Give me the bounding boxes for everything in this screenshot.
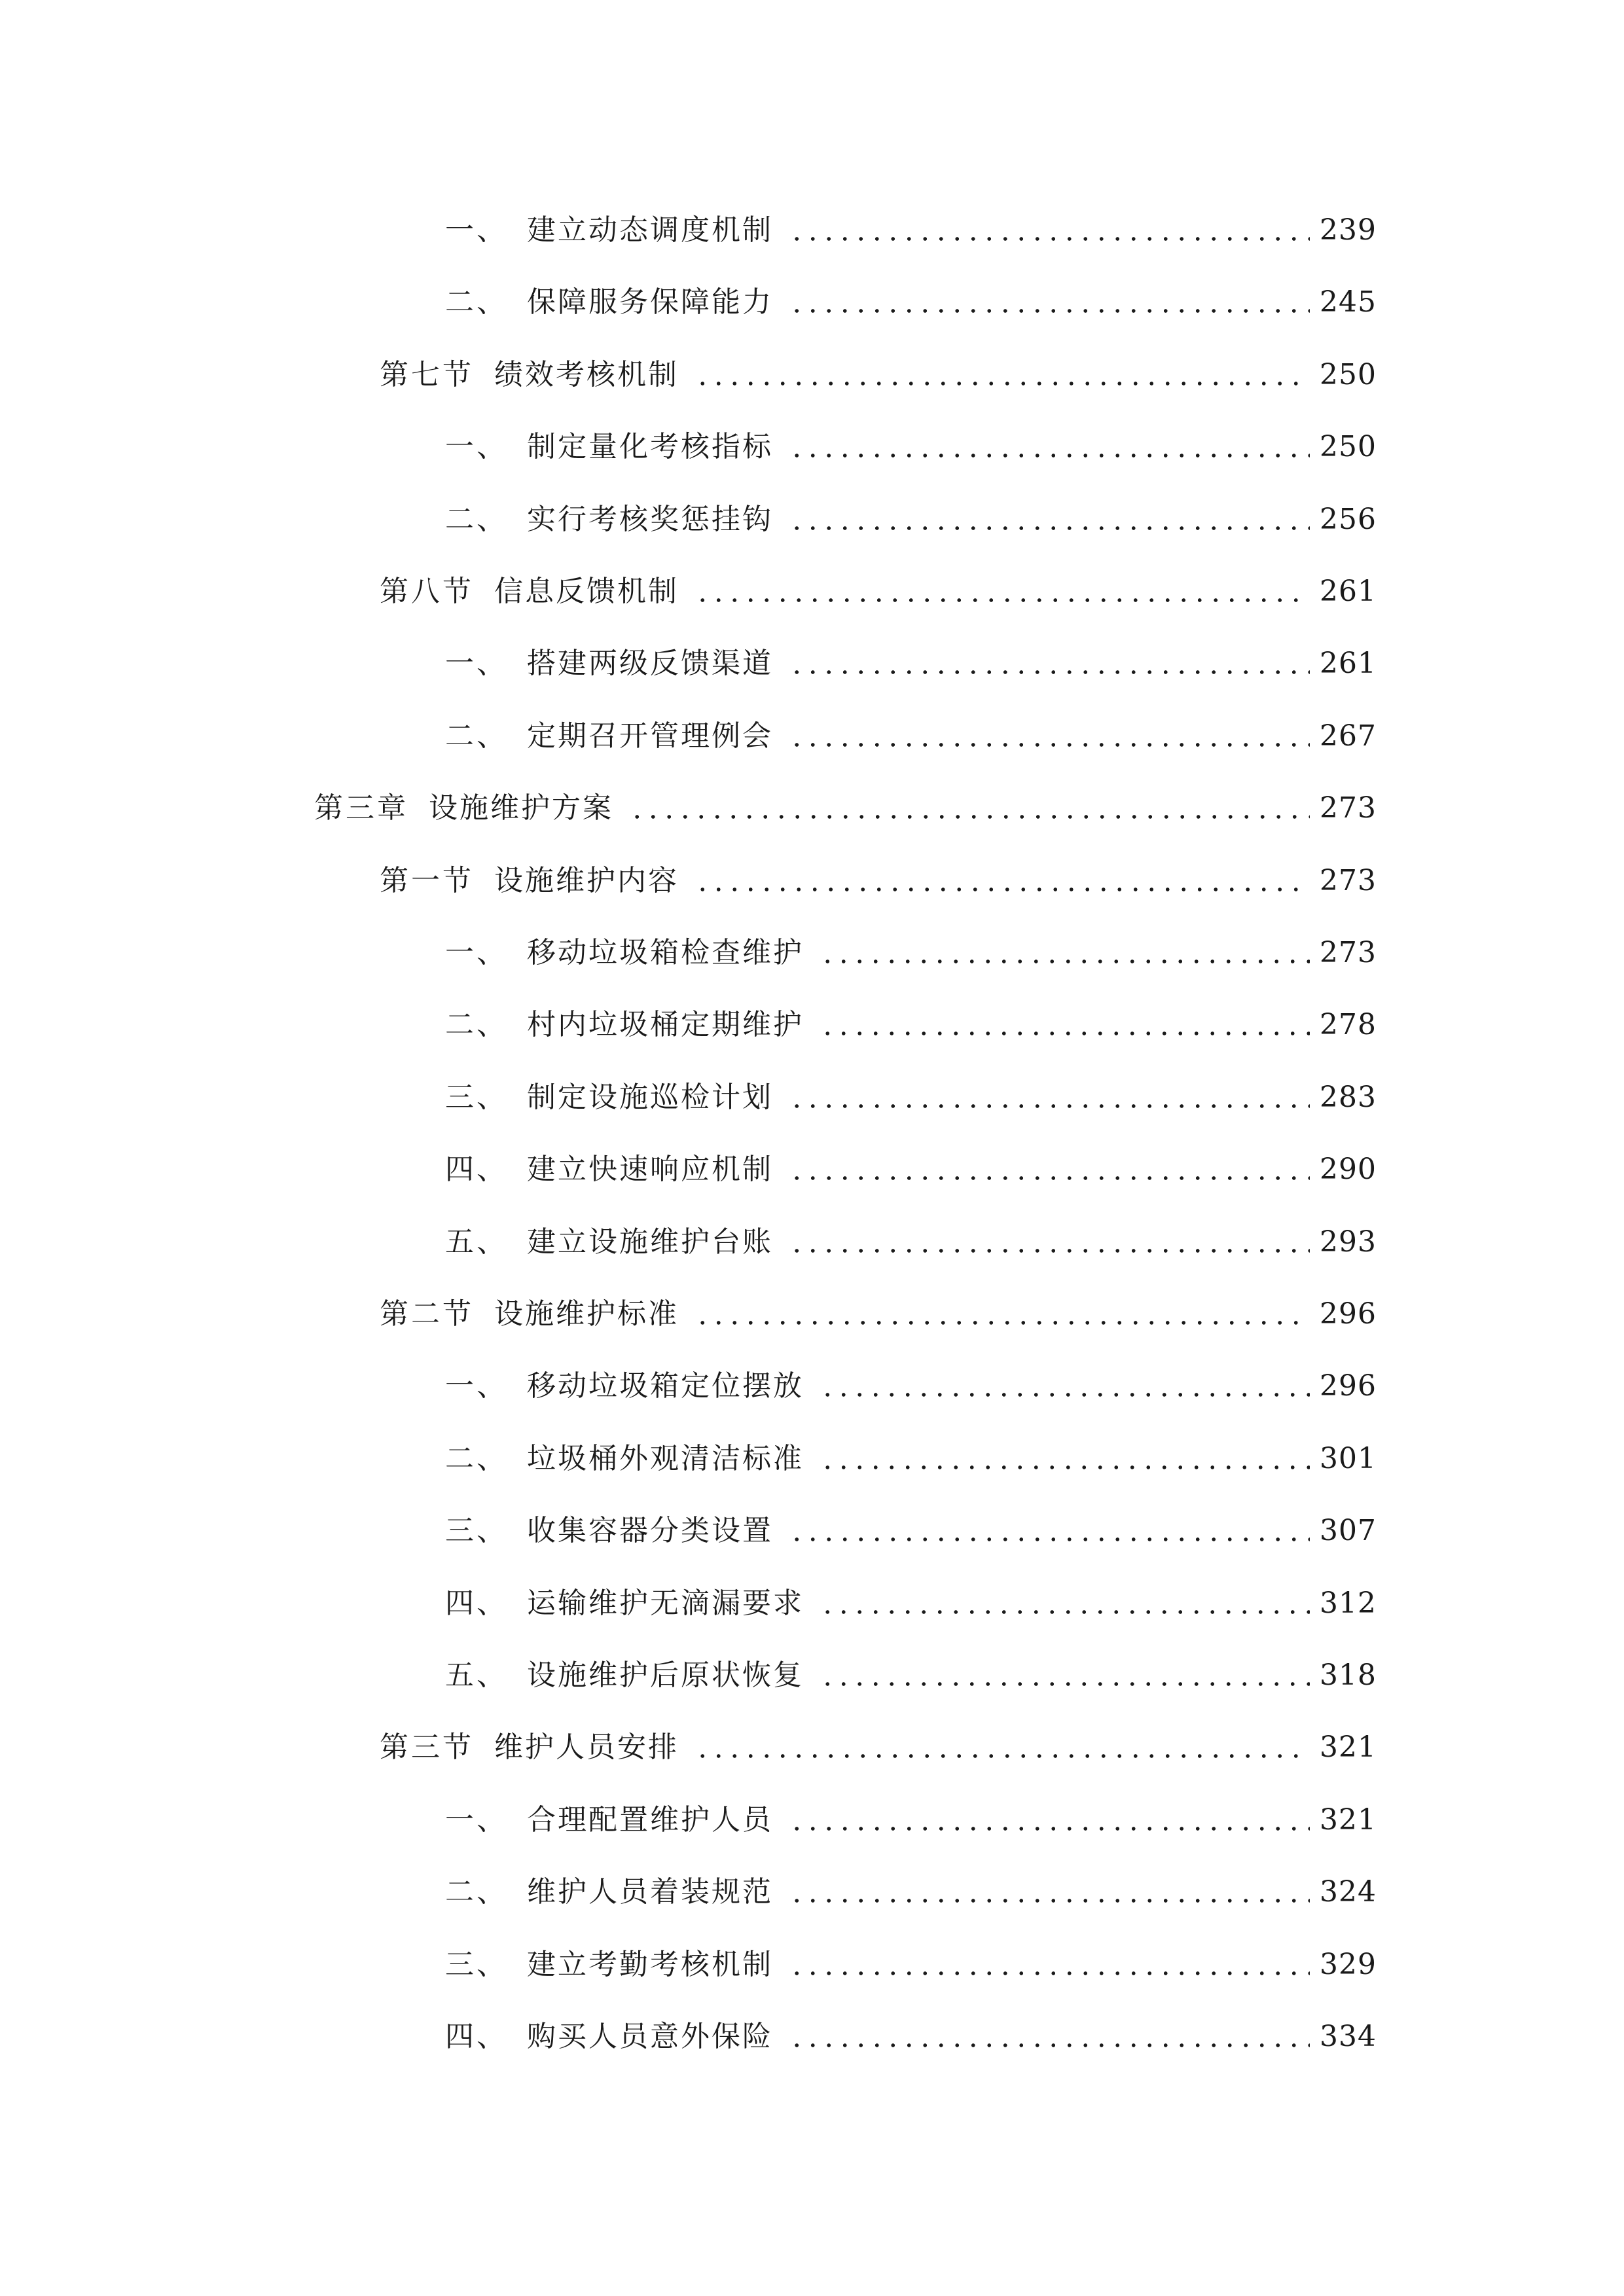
toc-entry-marker: 二、 <box>445 285 508 319</box>
toc-entry[interactable] <box>0 2014 1624 2060</box>
dot-leader <box>695 888 1310 891</box>
dot-leader <box>789 309 1310 313</box>
toc-entry-marker: 一、 <box>445 1803 508 1837</box>
toc-entry[interactable] <box>0 569 1624 615</box>
toc-entry-page-number: 318 <box>1320 1659 1377 1692</box>
toc-entry[interactable] <box>0 1725 1624 1770</box>
toc-entry-marker: 五、 <box>445 1659 508 1692</box>
toc-entry[interactable] <box>0 1581 1624 1626</box>
toc-entry-title: 制定设施巡检计划 <box>527 1081 773 1114</box>
toc-entry-marker: 三、 <box>445 1514 508 1547</box>
toc-entry-page-number: 321 <box>1320 1731 1377 1764</box>
dot-leader <box>789 743 1310 747</box>
dot-leader <box>695 382 1310 386</box>
toc-entry-marker: 四、 <box>445 1587 508 1620</box>
toc-entry-page-number: 256 <box>1320 503 1377 536</box>
toc-entry-page-number: 296 <box>1320 1369 1377 1403</box>
dot-leader <box>820 1682 1310 1686</box>
toc-entry[interactable] <box>0 1653 1624 1698</box>
toc-entry-page-number: 283 <box>1320 1081 1377 1114</box>
toc-entry-title: 运输维护无滴漏要求 <box>527 1587 804 1620</box>
dot-leader <box>820 1465 1310 1469</box>
toc-entry-page-number: 293 <box>1320 1225 1377 1259</box>
toc-entry-marker: 四、 <box>445 1153 508 1186</box>
toc-entry-title: 垃圾桶外观清洁标准 <box>527 1442 804 1475</box>
toc-entry[interactable] <box>0 713 1624 759</box>
dot-leader <box>695 1754 1310 1758</box>
toc-entry-marker: 二、 <box>445 503 508 536</box>
toc-entry[interactable] <box>0 424 1624 470</box>
toc-entry-title: 设施维护方案 <box>429 791 613 825</box>
toc-entry-marker: 第一节 <box>380 864 474 897</box>
toc-entry-page-number: 321 <box>1320 1803 1377 1837</box>
toc-entry-title: 搭建两级反馈渠道 <box>527 647 773 680</box>
toc-entry-title: 建立设施维护台账 <box>527 1225 773 1259</box>
toc-entry-page-number: 273 <box>1320 936 1377 969</box>
toc-entry-title: 建立考勤考核机制 <box>527 1948 773 1981</box>
toc-entry-page-number: 267 <box>1320 719 1377 753</box>
toc-entry[interactable] <box>0 1797 1624 1843</box>
toc-entry-marker: 二、 <box>445 719 508 753</box>
toc-entry-marker: 三、 <box>445 1948 508 1981</box>
toc-entry-title: 建立快速响应机制 <box>527 1153 773 1186</box>
toc-entry-marker: 二、 <box>445 1008 508 1041</box>
toc-entry-title: 移动垃圾箱检查维护 <box>527 936 804 969</box>
toc-entry-marker: 一、 <box>445 1369 508 1403</box>
toc-entry[interactable] <box>0 1363 1624 1409</box>
dot-leader <box>789 1176 1310 1180</box>
toc-entry-page-number: 250 <box>1320 430 1377 463</box>
dot-leader <box>789 670 1310 674</box>
toc-entry-marker: 五、 <box>445 1225 508 1259</box>
toc-entry[interactable] <box>0 279 1624 325</box>
toc-entry-title: 移动垃圾箱定位摆放 <box>527 1369 804 1403</box>
toc-entry-page-number: 239 <box>1320 213 1377 247</box>
toc-entry-page-number: 278 <box>1320 1008 1377 1041</box>
toc-entry-page-number: 250 <box>1320 358 1377 391</box>
toc-entry-page-number: 245 <box>1320 285 1377 319</box>
toc-entry-title: 信息反馈机制 <box>494 575 679 608</box>
dot-leader <box>820 1610 1310 1614</box>
toc-entry-title: 设施维护内容 <box>494 864 679 897</box>
toc-entry-title: 收集容器分类设置 <box>527 1514 773 1547</box>
toc-entry-marker: 第三章 <box>314 791 408 825</box>
toc-entry-marker: 第七节 <box>380 358 474 391</box>
toc-entry-page-number: 261 <box>1320 575 1377 608</box>
toc-entry-page-number: 307 <box>1320 1514 1377 1547</box>
dot-leader <box>629 815 1310 819</box>
toc-entry-title: 购买人员意外保险 <box>527 2020 773 2053</box>
toc-entry[interactable] <box>0 641 1624 687</box>
toc-entry-marker: 第三节 <box>380 1731 474 1764</box>
toc-entry[interactable] <box>0 1002 1624 1048</box>
toc-entry[interactable] <box>0 1869 1624 1915</box>
toc-entry-marker: 二、 <box>445 1875 508 1909</box>
toc-entry-marker: 一、 <box>445 647 508 680</box>
toc-entry-title: 实行考核奖惩挂钩 <box>527 503 773 536</box>
toc-entry-marker: 第八节 <box>380 575 474 608</box>
toc-entry[interactable] <box>0 930 1624 976</box>
dot-leader <box>789 526 1310 530</box>
toc-entry-marker: 第二节 <box>380 1297 474 1331</box>
dot-leader <box>789 2043 1310 2047</box>
toc-entry-page-number: 334 <box>1320 2020 1377 2053</box>
toc-entry-marker: 一、 <box>445 430 508 463</box>
dot-leader <box>820 1031 1310 1035</box>
dot-leader <box>789 237 1310 241</box>
toc-entry[interactable] <box>0 858 1624 904</box>
toc-entry-title: 制定量化考核指标 <box>527 430 773 463</box>
toc-entry[interactable] <box>0 207 1624 253</box>
toc-entry[interactable] <box>0 1508 1624 1554</box>
toc-entry-page-number: 261 <box>1320 647 1377 680</box>
dot-leader <box>695 598 1310 602</box>
toc-entry-marker: 四、 <box>445 2020 508 2053</box>
toc-entry-title: 维护人员着装规范 <box>527 1875 773 1909</box>
toc-entry-title: 合理配置维护人员 <box>527 1803 773 1837</box>
toc-entry-title: 绩效考核机制 <box>494 358 679 391</box>
toc-entry[interactable] <box>0 1219 1624 1265</box>
dot-leader <box>789 1899 1310 1903</box>
dot-leader <box>789 1971 1310 1975</box>
toc-entry-title: 定期召开管理例会 <box>527 719 773 753</box>
toc-entry-page-number: 324 <box>1320 1875 1377 1909</box>
toc-entry-marker: 一、 <box>445 213 508 247</box>
toc-entry[interactable] <box>0 352 1624 398</box>
toc-entry-marker: 一、 <box>445 936 508 969</box>
dot-leader <box>789 454 1310 457</box>
toc-entry-page-number: 301 <box>1320 1442 1377 1475</box>
dot-leader <box>820 960 1310 963</box>
toc-entry-marker: 三、 <box>445 1081 508 1114</box>
toc-entry-page-number: 273 <box>1320 864 1377 897</box>
toc-entry-page-number: 273 <box>1320 791 1377 825</box>
toc-entry-page-number: 329 <box>1320 1948 1377 1981</box>
toc-entry[interactable] <box>0 785 1624 831</box>
toc-entry-marker: 二、 <box>445 1442 508 1475</box>
dot-leader <box>789 1249 1310 1253</box>
dot-leader <box>789 1537 1310 1541</box>
toc-entry[interactable] <box>0 1436 1624 1482</box>
dot-leader <box>789 1104 1310 1108</box>
toc-entry-title: 设施维护后原状恢复 <box>527 1659 804 1692</box>
toc-entry-page-number: 312 <box>1320 1587 1377 1620</box>
toc-entry[interactable] <box>0 497 1624 543</box>
toc-entry[interactable] <box>0 1291 1624 1337</box>
dot-leader <box>820 1393 1310 1397</box>
toc-entry-title: 维护人员安排 <box>494 1731 679 1764</box>
toc-entry[interactable] <box>0 1075 1624 1121</box>
toc-entry-title: 建立动态调度机制 <box>527 213 773 247</box>
toc-entry-title: 保障服务保障能力 <box>527 285 773 319</box>
dot-leader <box>789 1827 1310 1831</box>
toc-entry-page-number: 290 <box>1320 1153 1377 1186</box>
dot-leader <box>695 1321 1310 1325</box>
toc-entry-title: 设施维护标准 <box>494 1297 679 1331</box>
toc-entry-title: 村内垃圾桶定期维护 <box>527 1008 804 1041</box>
toc-entry[interactable] <box>0 1147 1624 1193</box>
toc-entry[interactable] <box>0 1942 1624 1988</box>
toc-entry-page-number: 296 <box>1320 1297 1377 1331</box>
